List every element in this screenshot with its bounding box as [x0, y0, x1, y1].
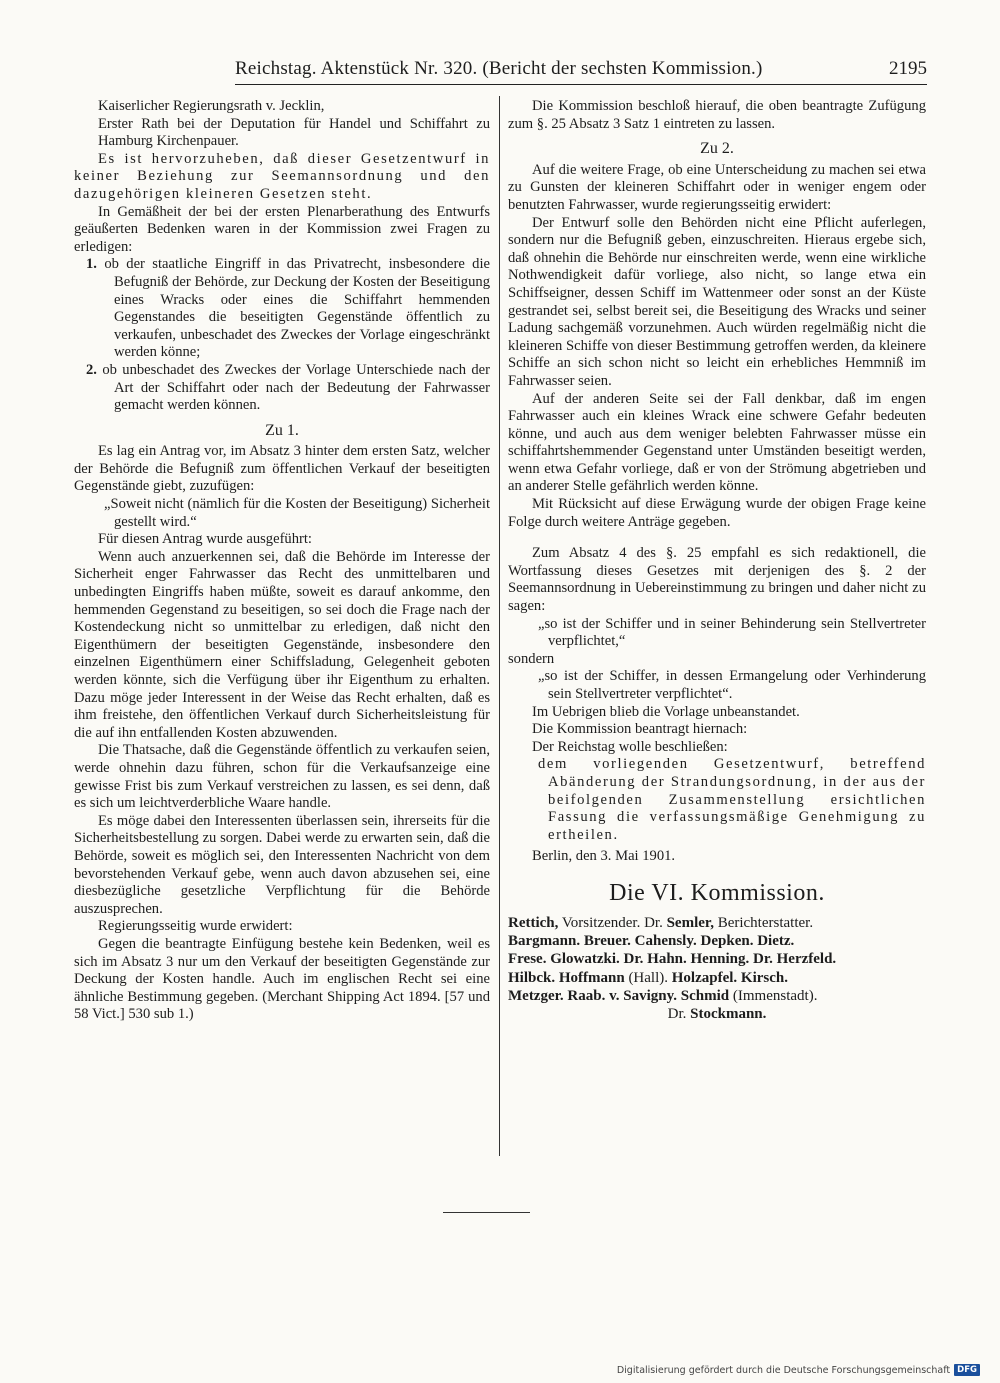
- paragraph: Die Kommission beantragt hiernach:: [532, 721, 748, 738]
- section-heading: Zu 1.: [265, 421, 299, 439]
- right-column: [508, 98, 926, 1023]
- paragraph: Auf die weitere Frage, ob eine Unterscheidung zu machen sei etwa zu Gunsten der kleineren Schiffahrt oder in weniger engem oder benutzten Fahrwasser, wurde regierungsseitig erwidert:: [508, 161, 926, 213]
- paragraph: Die Thatsache, daß die Gegenstände öffentlich zu verkaufen seien, werde ohnehin dazu führen, schon für die Verkaufsanzeige eine gewisse Frist bis zum Verkauf verstreichen zu lassen, es sei denn, daß es sich um leichtverderbliche Waare handle.: [74, 742, 490, 812]
- member-name: Stockmann.: [690, 1005, 767, 1022]
- member-note: (Immenstadt).: [729, 987, 818, 1004]
- member-line: Bargmann. Breuer. Cahensly. Depken. Dietz.: [508, 933, 795, 950]
- paragraph: Es lag ein Antrag vor, im Absatz 3 hinter dem ersten Satz, welcher der Behörde die Befugniß zum öffentlichen Verkauf der beseitigten Gegenstände giebt, zuzufügen:: [74, 443, 490, 495]
- paragraph: Der Reichstag wolle beschließen:: [532, 738, 728, 755]
- paragraph: Der Entwurf solle den Behörden nicht eine Pflicht auferlegen, sondern nur die Befugniß geben, einzuschreiten. Hieraus ergebe sich, daß ohnehin die Behörde nur einschreiten werde, wenn eine wirkliche Nothwendigkeit dafür vorliege, also nicht, so lange etwa ein Schiffseigner, dessen Schiff im Wattenmeer oder sonst an der Küste gestrandet sei, selbst bereit sei, die Beseitigung des Wracks und seiner Ladung sachgemäß vorzunehmen. Auch würden regelmäßig nicht die kleineren Schiffe von dieser Bestimmung getroffen werden, da kleinere Schiffe an sich schon nicht so leicht ein erhebliches Hemmniß im Fahrwasser seien.: [508, 214, 926, 389]
- member-line: [508, 987, 926, 1005]
- member-line: [508, 914, 926, 932]
- paragraph: Mit Rücksicht auf diese Erwägung wurde der obigen Frage keine Folge durch weitere Anträge gegeben.: [508, 496, 926, 530]
- paragraph: Für diesen Antrag wurde ausgeführt:: [98, 531, 312, 548]
- member-name: Rettich,: [508, 914, 559, 931]
- list-item: [74, 362, 490, 415]
- place-date: Berlin, den 3. Mai 1901.: [532, 848, 676, 865]
- paragraph: Erster Rath bei der Deputation für Handel und Schiffahrt zu Hamburg Kirchenpauer.: [98, 115, 490, 150]
- paragraph: Wenn auch anzuerkennen sei, daß die Behörde im Interesse der Sicherheit enger Fahrwasser das Recht des unmittelbaren und unbedingten Eingriffs haben müßte, soweit es darauf ankomme, den hemmenden Gegenstand zu beseitigen, so sei doch die Frage nach der Kostendeckung nicht so unmittelbar zu erledigen, daß nicht den Eigenthümern der beseitigten Gegenstände, insbesondere den einzelnen Eigenthümern einer Schiffsladung, Gelegenheit geboten werden könnte, sich die Verfügung über ihr Eigenthum zu erhalten. Dazu möge jeder Interessent in der Weise das Recht erhalten, daß es ihm freistehe, den öffentlichen Verkauf durch Sicherheitsleistung für die auf ihn entfallenden Kosten abzuwenden.: [74, 548, 490, 741]
- footer-text: Digitalisierung gefördert durch die Deutsche Forschungsgemeinschaft: [616, 1364, 951, 1376]
- list-number: 1.: [86, 256, 97, 273]
- column-divider: [499, 96, 500, 1156]
- member-title: Dr.: [667, 1005, 691, 1022]
- member-line: [508, 969, 926, 987]
- header-title: Reichstag. Aktenstück Nr. 320. (Bericht der sechsten Kommission.): [235, 58, 763, 79]
- paragraph: Auf der anderen Seite sei der Fall denkbar, daß im engen Fahrwasser auch ein kleines Wrack eine schwere Gefahr bedeuten könne, und auch aus dem weniger belebten Fahrwasser müsse ein schiffahrtshemmender Gegenstand unter Umständen beseitigt werden, wenn etwa Gefahr vorliege, daß er von der Strömung abgetrieben und an anderer Stelle gefährlich werden könne.: [508, 390, 926, 495]
- member-name: Semler,: [666, 914, 714, 931]
- page-number: 2195: [889, 58, 927, 79]
- list-item: [74, 256, 490, 362]
- paragraph: Regierungsseitig wurde erwidert:: [98, 918, 293, 935]
- section-heading: Zu 2.: [700, 140, 734, 158]
- footer: [617, 1364, 980, 1376]
- list-item-text: ob der staatliche Eingriff in das Privatrecht, insbesondere die Befugniß der Behörde, zur Deckung der Kosten der Beseitigung eines Wracks oder eines die Schiffahrt hemmenden Gegenstandes die beseitigten Gegenstände öffentlich zu verkaufen, unbeschadet des Zweckes der Vorlage eingeschränkt werden könne;: [104, 256, 491, 361]
- quotation: „Soweit nicht (nämlich für die Kosten der Beseitigung) Sicherheit gestellt wird.“: [104, 496, 490, 530]
- paragraph: Gegen die beantragte Einfügung bestehe kein Bedenken, weil es sich im Absatz 3 nur um den Verkauf der beseitigten Gegenstände zur Deckung der Kosten handle. Auch im englischen Recht sei eine ähnliche Bestimmung gegeben. (Merchant Shipping Act 1894. [57 und 58 Vict.] 530 sub 1.): [74, 935, 490, 1023]
- member-line: Frese. Glowatzki. Dr. Hahn. Henning. Dr. Herzfeld.: [508, 951, 837, 968]
- spacer: [508, 531, 926, 545]
- commission-title: Die VI. Kommission.: [609, 879, 825, 906]
- paragraph: sondern: [508, 650, 555, 667]
- paragraph: Die Kommission beschloß hierauf, die oben beantragte Zufügung zum §. 25 Absatz 3 Satz 1 eintreten zu lassen.: [508, 98, 926, 132]
- member-list: [508, 914, 926, 1023]
- paragraph: In Gemäßheit der bei der ersten Plenarberathung des Entwurfs geäußerten Bedenken waren in der Kommission zwei Fragen zu erledigen:: [74, 203, 490, 255]
- paragraph: Es ist hervorzuheben, daß dieser Gesetzentwurf in keiner Beziehung zur Seemannsordnung und den dazugehörigen kleineren Gesetzen steht.: [74, 150, 490, 202]
- member-line: [508, 1005, 926, 1023]
- list-item-text: ob unbeschadet des Zweckes der Vorlage Unterschiede nach der Art der Schiffahrt oder nach der Bedeutung der Fahrwasser gemacht werden können.: [102, 361, 490, 414]
- list-number: 2.: [86, 361, 97, 378]
- closing-rule: [443, 1212, 530, 1213]
- paragraph: Es möge dabei den Interessenten überlassen sein, ihrerseits für die Sicherheitsbestellung zu sorgen. Dabei werde zu erwarten sein, daß die Behörde, soweit es möglich sei, den Interessenten Nachricht von dem bevorstehenden Verkauf gebe, wenn auch davon abzusehen sei, eine diesbezügliche gesetzliche Verpflichtung für die Behörde auszusprechen.: [74, 812, 490, 917]
- member-name: Hilbck. Hoffmann: [508, 969, 625, 986]
- member-note: (Hall).: [624, 969, 672, 986]
- member-name: Holzapfel. Kirsch.: [671, 969, 789, 986]
- quotation: „so ist der Schiffer und in seiner Behinderung sein Stellvertreter verpflichtet,“: [538, 615, 926, 650]
- left-column: [74, 98, 490, 1024]
- resolution-text: dem vorliegenden Gesetzentwurf, betreffend Abänderung der Strandungsordnung, in der aus der beifolgenden Zusammenstellung ersichtlichen Fassung die verfassungsmäßige Genehmigung zu ertheilen.: [538, 756, 926, 843]
- member-role: Vorsitzender. Dr.: [558, 914, 667, 931]
- paragraph: Im Uebrigen blieb die Vorlage unbeanstandet.: [532, 703, 800, 720]
- dfg-logo-icon: DFG: [954, 1364, 980, 1376]
- quotation: „so ist der Schiffer, in dessen Ermangelung oder Verhinderung sein Stellvertreter verpflichtet“.: [538, 668, 926, 702]
- paragraph: Kaiserlicher Regierungsrath v. Jecklin,: [98, 98, 325, 114]
- page-header: [235, 58, 927, 85]
- member-name: Metzger. Raab. v. Savigny. Schmid: [508, 987, 730, 1004]
- paragraph: Zum Absatz 4 des §. 25 empfahl es sich redaktionell, die Wortfassung dieses Gesetzes mit derjenigen des §. 2 der Seemannsordnung in Uebereinstimmung zu bringen und daher nicht zu sagen:: [508, 545, 926, 615]
- member-role: Berichterstatter.: [713, 914, 814, 931]
